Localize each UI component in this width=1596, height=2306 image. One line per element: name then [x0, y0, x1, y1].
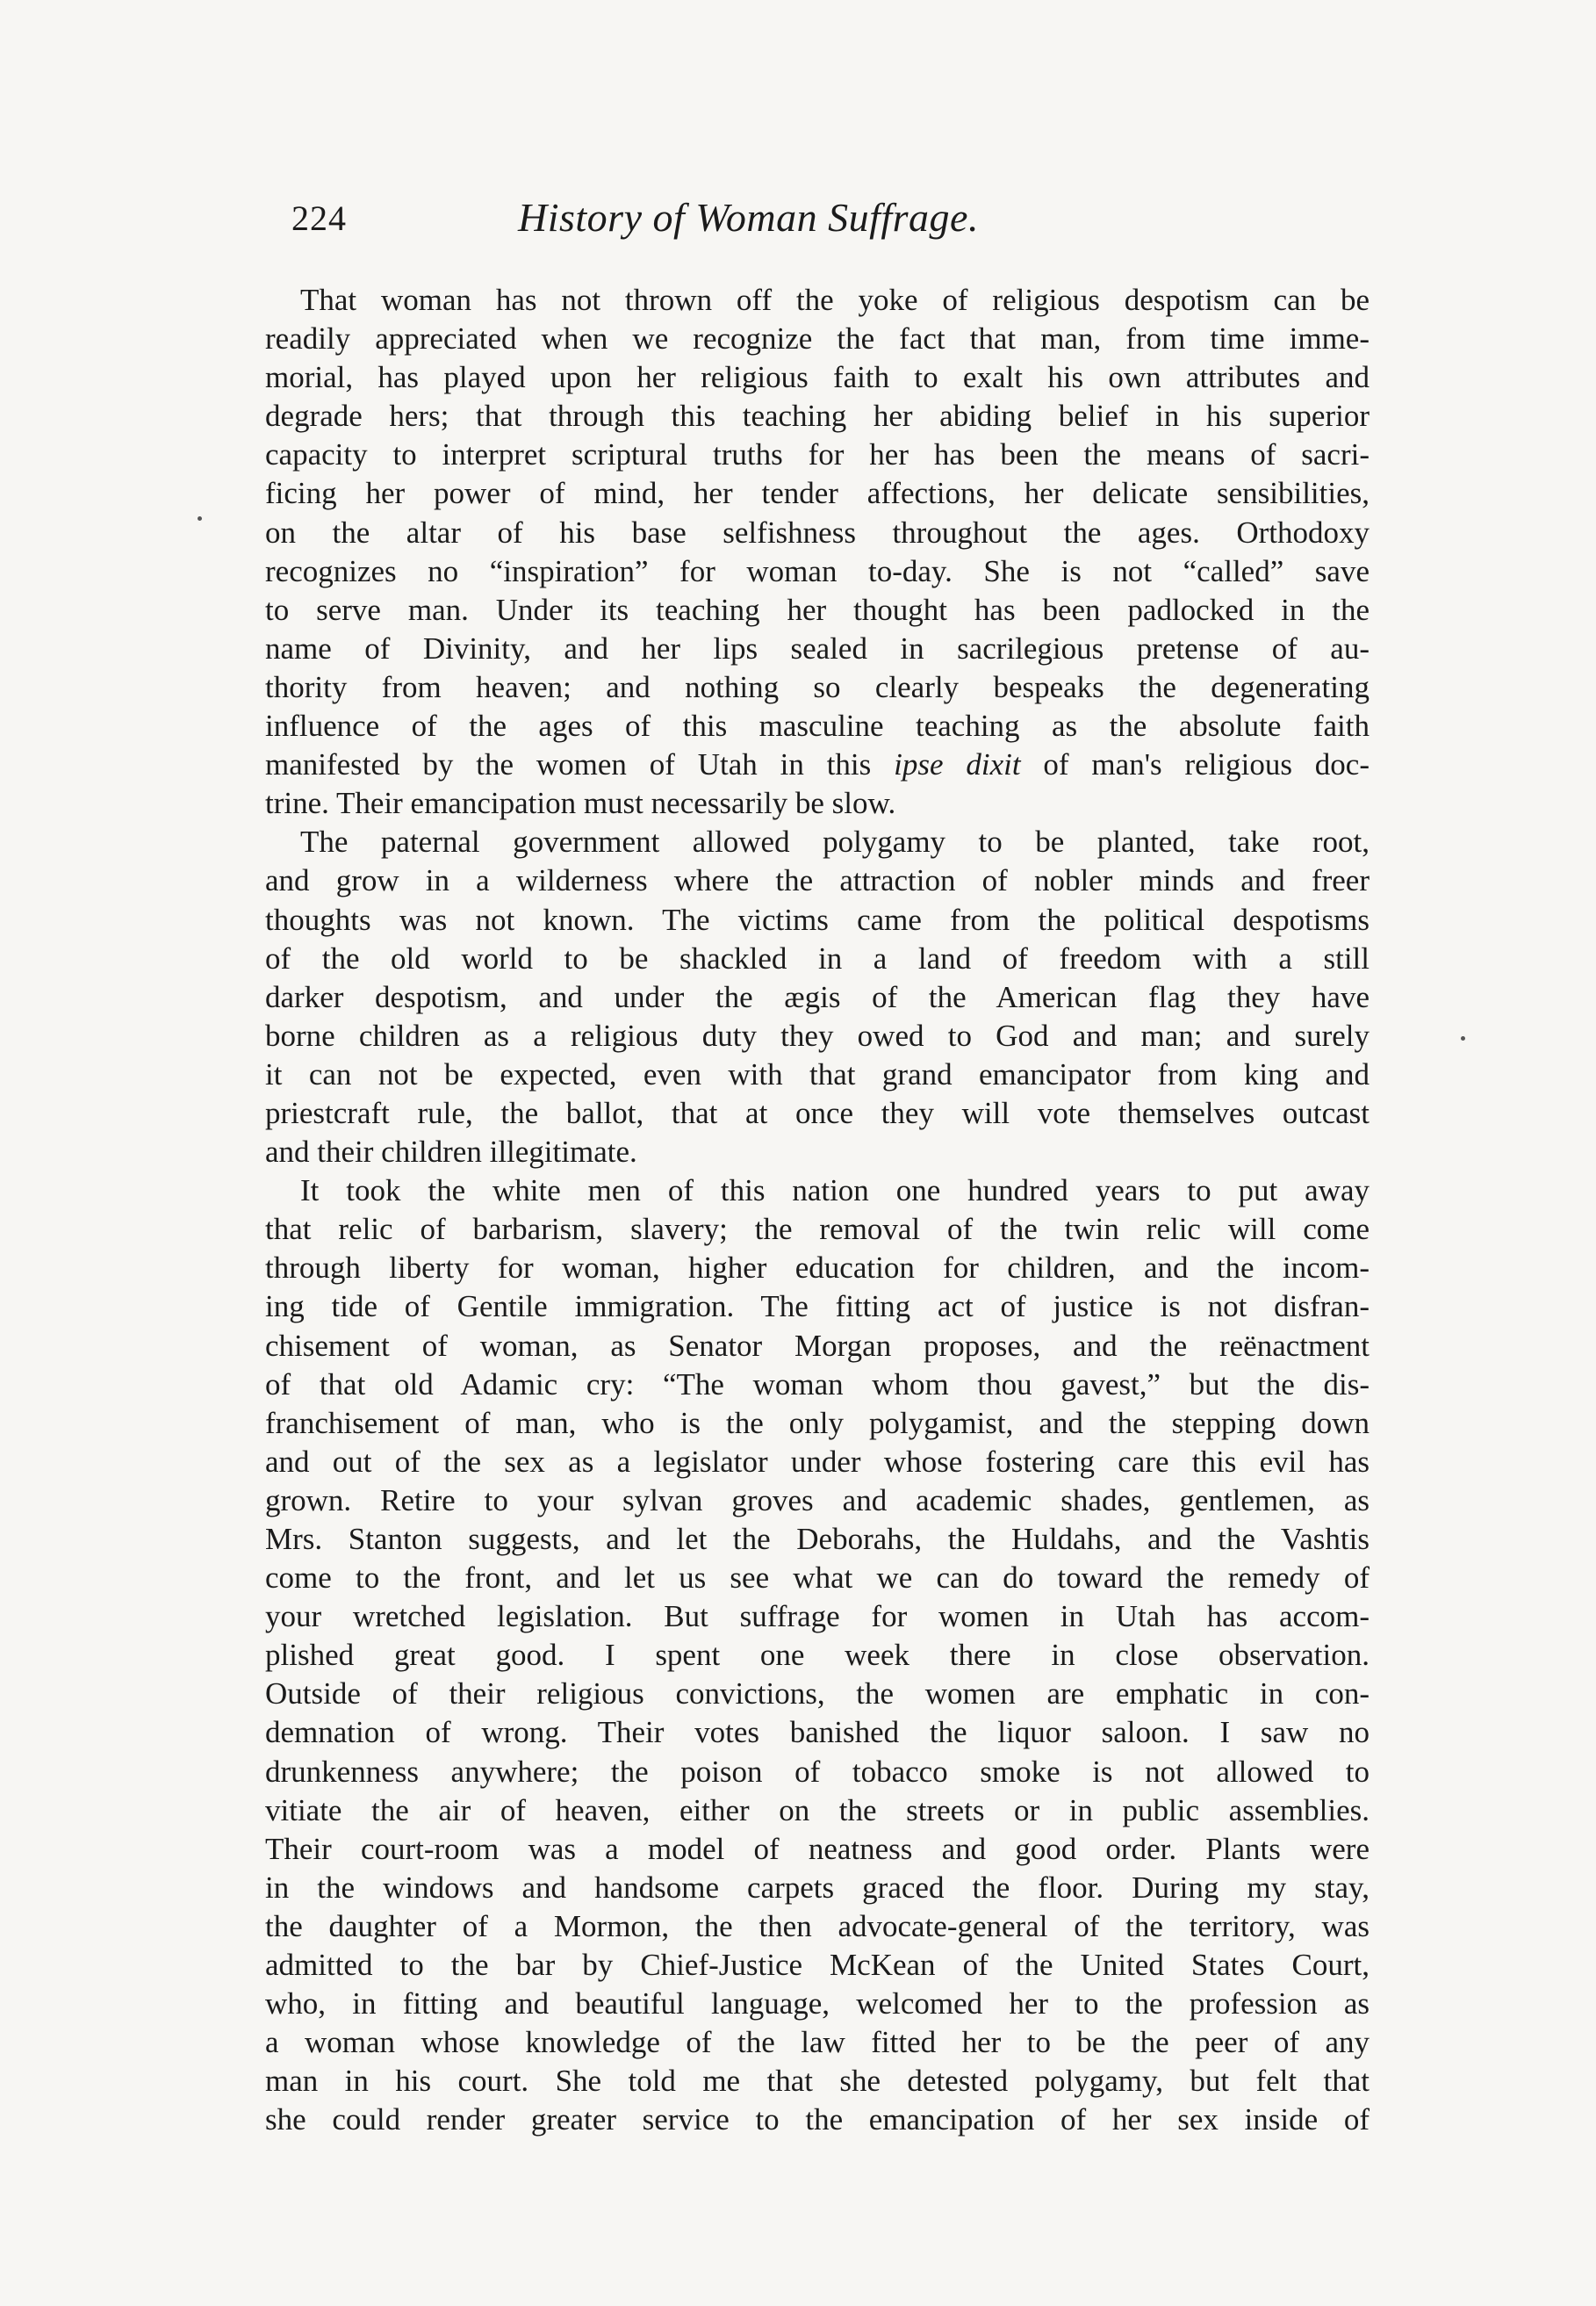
page-number: 224	[291, 198, 347, 238]
text-line: to serve man. Under its teaching her thought has been padlocked in the	[265, 592, 1370, 627]
text-line: grown. Retire to your sylvan groves and academic shades, gentlemen, as	[265, 1482, 1370, 1517]
text-line: name of Divinity, and her lips sealed in sacrilegious pretense of au-	[265, 631, 1370, 666]
text-line: in the windows and handsome carpets graced the floor. During my stay,	[265, 1870, 1370, 1905]
text-line: demnation of wrong. Their votes banished the liquor saloon. I saw no	[265, 1715, 1370, 1750]
text-line: thoughts was not known. The victims came from the political despotisms	[265, 902, 1370, 937]
text-line: It took the white men of this nation one hundred years to put away	[300, 1173, 1370, 1208]
text-line: and grow in a wilderness where the attraction of nobler minds and freer	[265, 863, 1370, 898]
body-text	[265, 281, 1370, 2140]
text-line: Outside of their religious convictions, the women are emphatic in con-	[265, 1676, 1370, 1711]
text-line: who, in fitting and beautiful language, welcomed her to the profession as	[265, 1986, 1370, 2021]
text-line: capacity to interpret scriptural truths for her has been the means of sacri-	[265, 437, 1370, 472]
text-line: Mrs. Stanton suggests, and let the Deborahs, the Huldahs, and the Vashtis	[265, 1522, 1370, 1556]
text-line: through liberty for woman, higher education for children, and the incom-	[265, 1250, 1370, 1286]
print-speck	[1461, 1036, 1465, 1041]
text-line: it can not be expected, even with that grand emancipator from king and	[265, 1056, 1370, 1092]
text-line: thority from heaven; and nothing so clearly bespeaks the degenerating	[265, 669, 1370, 704]
text-line: manifested by the women of Utah in this ipse dixit of man's religious doc-	[265, 747, 1370, 782]
text-line: she could render greater service to the emancipation of her sex inside of	[265, 2102, 1370, 2137]
text-line: plished great good. I spent one week there in close observation.	[265, 1638, 1370, 1673]
text-line: a woman whose knowledge of the law fitted her to be the peer of any	[265, 2025, 1370, 2060]
text-line: of the old world to be shackled in a land of freedom with a still	[265, 940, 1370, 976]
text-line: ing tide of Gentile immigration. The fitting act of justice is not disfran-	[265, 1289, 1370, 1324]
text-line: The paternal government allowed polygamy to be planted, take root,	[300, 825, 1370, 860]
text-line: recognizes no “inspiration” for woman to-day. She is not “called” save	[265, 553, 1370, 588]
text-line: of that old Adamic cry: “The woman whom thou gavest,” but the dis-	[265, 1366, 1370, 1402]
running-title: History of Woman Suffrage.	[518, 195, 979, 240]
text-line: the daughter of a Mormon, the then advocate-general of the territory, was	[265, 1908, 1370, 1943]
text-line: borne children as a religious duty they owed to God and man; and surely	[265, 1018, 1370, 1053]
text-line: man in his court. She told me that she detested polygamy, but felt that	[265, 2064, 1370, 2099]
text-line: that relic of barbarism, slavery; the removal of the twin relic will come	[265, 1212, 1370, 1247]
text-line: readily appreciated when we recognize the fact that man, from time imme-	[265, 321, 1370, 357]
latin-phrase: ipse dixit	[894, 747, 1021, 782]
text-line: come to the front, and let us see what we can do toward the remedy of	[265, 1560, 1370, 1596]
text-line: franchisement of man, who is the only polygamist, and the stepping down	[265, 1405, 1370, 1440]
text-line: vitiate the air of heaven, either on the streets or in public assemblies.	[265, 1792, 1370, 1827]
text-line: admitted to the bar by Chief-Justice McKean of the United States Court,	[265, 1948, 1370, 1983]
text-line: and their children illegitimate.	[265, 1135, 637, 1170]
text-line: morial, has played upon her religious faith to exalt his own attributes and	[265, 360, 1370, 395]
text-line: drunkenness anywhere; the poison of tobacco smoke is not allowed to	[265, 1754, 1370, 1789]
text-line: Their court-room was a model of neatness and good order. Plants were	[265, 1831, 1370, 1866]
print-speck	[198, 516, 202, 521]
text-line: on the altar of his base selfishness throughout the ages. Orthodoxy	[265, 515, 1370, 550]
text-line: your wretched legislation. But suffrage for women in Utah has accom-	[265, 1599, 1370, 1634]
text-line: degrade hers; that through this teaching her abiding belief in his superior	[265, 399, 1370, 434]
text-line: and out of the sex as a legislator under whose fostering care this evil has	[265, 1444, 1370, 1479]
text-line: trine. Their emancipation must necessarily be slow.	[265, 786, 896, 821]
text-line: influence of the ages of this masculine teaching as the absolute faith	[265, 709, 1370, 744]
text-line: ficing her power of mind, her tender affections, her delicate sensibilities,	[265, 476, 1370, 511]
text-line: priestcraft rule, the ballot, that at once they will vote themselves outcast	[265, 1095, 1370, 1130]
text-line: That woman has not thrown off the yoke of religious despotism can be	[300, 283, 1370, 317]
text-line: darker despotism, and under the ægis of the American flag they have	[265, 979, 1370, 1014]
text-line: chisement of woman, as Senator Morgan proposes, and the reënactment	[265, 1328, 1370, 1363]
